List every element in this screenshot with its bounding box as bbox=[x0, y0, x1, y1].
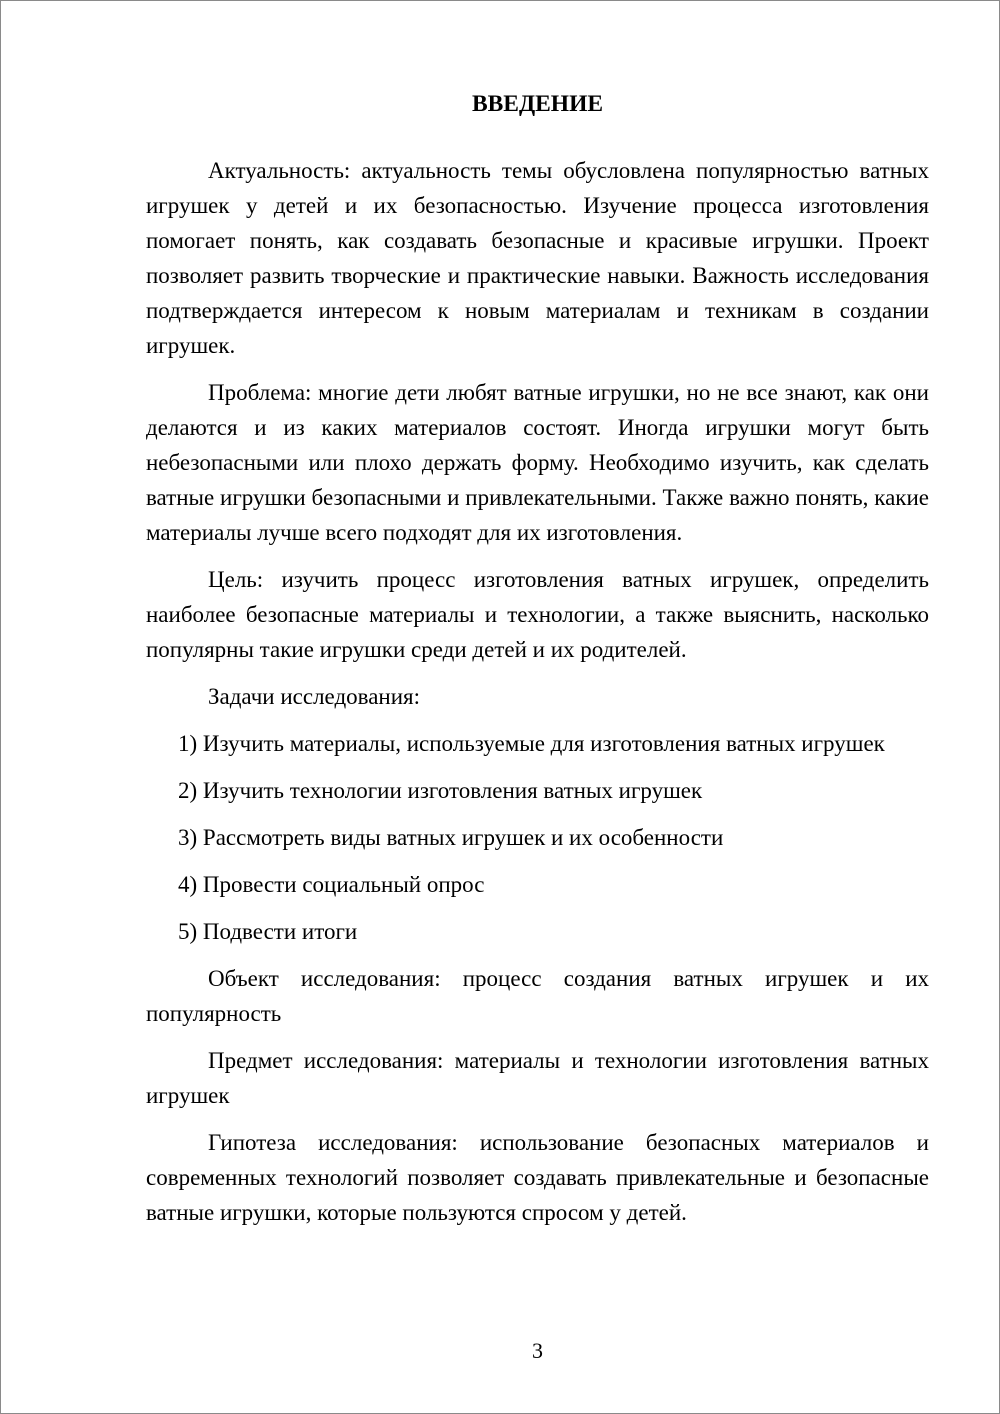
paragraph-object: Объект исследования: процесс создания ватных игрушек и их популярность bbox=[146, 966, 929, 1026]
paragraph-hypothesis: Гипотеза исследования: использование безопасных материалов и современных технологий позволяет создавать привлекательные и безопасные ватные игрушки, которые пользуются спросом у детей. bbox=[146, 1130, 929, 1225]
task-item-5: 5) Подвести итоги bbox=[178, 919, 358, 944]
paragraph-relevance: Актуальность: актуальность темы обусловлена популярностью ватных игрушек у детей и их безопасностью. Изучение процесса изготовления помогает понять, как создавать безопасные и красивые игрушки. Проект позволяет развить творческие и практические навыки. Важность исследования подтверждается интересом к новым материалам и техникам в создании игрушек. bbox=[146, 158, 929, 358]
task-item-1: 1) Изучить материалы, используемые для изготовления ватных игрушек bbox=[178, 731, 885, 756]
task-item-4: 4) Провести социальный опрос bbox=[178, 872, 485, 897]
paragraph-goal: Цель: изучить процесс изготовления ватных игрушек, определить наиболее безопасные материалы и технологии, а также выяснить, насколько популярны такие игрушки среди детей и их родителей. bbox=[146, 567, 929, 662]
page-number: 3 bbox=[532, 1338, 543, 1363]
task-item-2: 2) Изучить технологии изготовления ватных игрушек bbox=[178, 778, 703, 803]
paragraph-problem: Проблема: многие дети любят ватные игрушки, но не все знают, как они делаются и из каких материалов состоят. Иногда игрушки могут быть небезопасными или плохо держать форму. Необходимо изучить, как сделать ватные игрушки безопасными и привлекательными. Также важно понять, какие материалы лучше всего подходят для их изготовления. bbox=[146, 380, 929, 545]
tasks-heading: Задачи исследования: bbox=[208, 684, 421, 709]
task-item-3: 3) Рассмотреть виды ватных игрушек и их особенности bbox=[178, 825, 724, 850]
paragraph-subject: Предмет исследования: материалы и технологии изготовления ватных игрушек bbox=[146, 1048, 929, 1108]
page-title: ВВЕДЕНИЕ bbox=[471, 91, 604, 117]
